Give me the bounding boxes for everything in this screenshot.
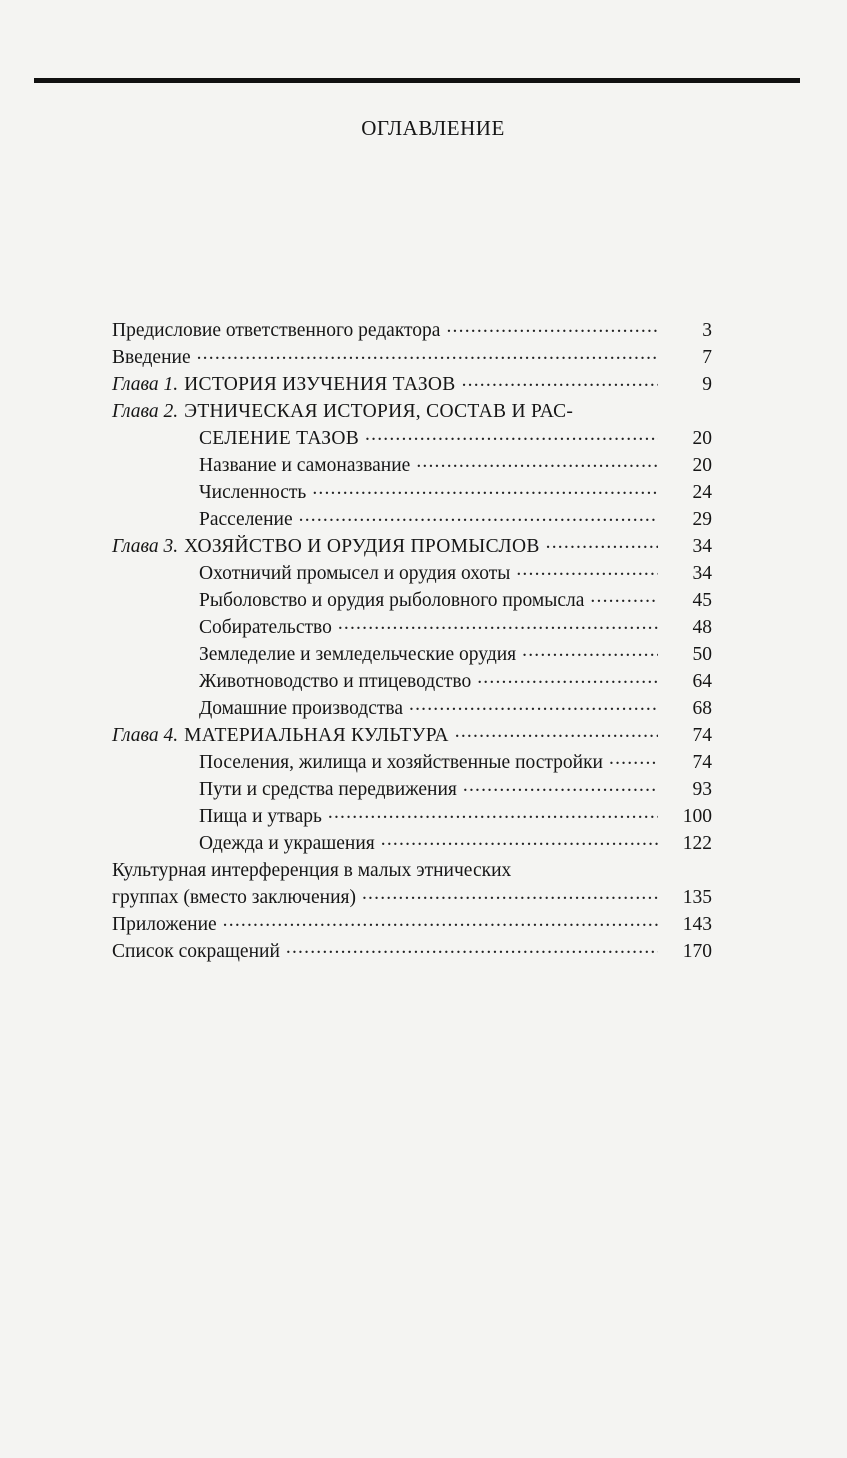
toc-page-number: 3: [702, 319, 712, 341]
dot-leader: [463, 775, 658, 795]
chapter-label: Глава 4.: [112, 724, 179, 746]
toc-entry-text: ЭТНИЧЕСКАЯ ИСТОРИЯ, СОСТАВ И РАС-: [184, 400, 574, 422]
dot-leader: [286, 937, 658, 957]
toc-entry-text: Собирательство: [199, 616, 332, 638]
toc-entry-transport[interactable]: [112, 775, 712, 802]
toc-entry-text: Рыболовство и орудия рыболовного промысла: [199, 589, 585, 611]
dot-leader: [338, 613, 658, 633]
toc-page-number: 68: [692, 697, 712, 719]
toc-page-number: 34: [692, 562, 712, 584]
toc-page-number: 93: [692, 778, 712, 800]
toc-entry-fishing[interactable]: [112, 586, 712, 613]
toc-entry-text: Расселение: [199, 508, 293, 530]
toc-entry-food[interactable]: [112, 802, 712, 829]
chapter-label: Глава 3.: [112, 535, 179, 557]
toc-page-number: 45: [692, 589, 712, 611]
toc-entry-preface[interactable]: [112, 316, 712, 343]
toc-page-number: 29: [692, 508, 712, 530]
page-title: ОГЛАВЛЕНИЕ: [361, 116, 505, 140]
dot-leader: [312, 478, 658, 498]
toc-entry-chapter-2-continued[interactable]: [112, 424, 712, 451]
toc-page-number: 64: [692, 670, 712, 692]
toc-entry-text: группах (вместо заключения): [112, 886, 356, 908]
toc-entry-text: СЕЛЕНИЕ ТАЗОВ: [199, 427, 360, 449]
toc-page-number: 122: [682, 832, 712, 854]
dot-leader: [590, 586, 658, 606]
dot-leader: [522, 640, 658, 660]
toc-page-number: 50: [692, 643, 712, 665]
toc-entry-name[interactable]: [112, 451, 712, 478]
toc-entry-chapter-1[interactable]: [112, 370, 712, 397]
toc-entry-clothing[interactable]: [112, 829, 712, 856]
dot-leader: [517, 856, 658, 876]
toc-entry-text: МАТЕРИАЛЬНАЯ КУЛЬТУРА: [184, 724, 449, 746]
toc-entry-introduction[interactable]: [112, 343, 712, 370]
toc-entry-conclusion-continued[interactable]: [112, 883, 712, 910]
toc-entry-text: Поселения, жилища и хозяйственные постройки: [199, 751, 603, 773]
toc-entry-hunting[interactable]: [112, 559, 712, 586]
toc-entry-text: Предисловие ответственного редактора: [112, 319, 441, 341]
dot-leader: [455, 721, 658, 741]
toc-entry-appendix[interactable]: [112, 910, 712, 937]
toc-entry-text: Название и самоназвание: [199, 454, 411, 476]
dot-leader: [328, 802, 658, 822]
toc-entry-text: Приложение: [112, 913, 217, 935]
dot-leader: [197, 343, 658, 363]
toc-page-number: 48: [692, 616, 712, 638]
toc-entry-text: Культурная интерференция в малых этнических: [112, 859, 512, 881]
dot-leader: [446, 316, 658, 336]
table-of-contents: [112, 316, 712, 964]
dot-leader: [365, 424, 658, 444]
toc-entry-text: Список сокращений: [112, 940, 280, 962]
toc-page-number: 135: [682, 886, 712, 908]
toc-page-number: 100: [682, 805, 712, 827]
dot-leader: [362, 883, 658, 903]
toc-entry-text: Численность: [199, 481, 307, 503]
dot-leader: [381, 829, 658, 849]
toc-entry-home-production[interactable]: [112, 694, 712, 721]
dot-leader: [409, 694, 658, 714]
dot-leader: [477, 667, 658, 687]
toc-page-number: 20: [692, 454, 712, 476]
chapter-label: Глава 1.: [112, 373, 179, 395]
dot-leader: [416, 451, 658, 471]
toc-entry-gathering[interactable]: [112, 613, 712, 640]
toc-entry-text: ХОЗЯЙСТВО И ОРУДИЯ ПРОМЫСЛОВ: [184, 535, 540, 557]
toc-page-number: 34: [692, 535, 712, 557]
dot-leader: [609, 748, 658, 768]
toc-page-number: 9: [702, 373, 712, 395]
toc-entry-text: Домашние производства: [199, 697, 403, 719]
toc-page-number: 7: [702, 346, 712, 368]
toc-entry-text: ИСТОРИЯ ИЗУЧЕНИЯ ТАЗОВ: [184, 373, 456, 395]
toc-page-number: 20: [692, 427, 712, 449]
toc-entry-settlement[interactable]: [112, 505, 712, 532]
toc-entry-text: Земледелие и земледельческие орудия: [199, 643, 517, 665]
dot-leader: [516, 559, 658, 579]
toc-entry-text: Пища и утварь: [199, 805, 322, 827]
toc-entry-abbreviations[interactable]: [112, 937, 712, 964]
toc-entry-text: Введение: [112, 346, 191, 368]
dot-leader: [579, 397, 658, 417]
toc-entry-chapter-2[interactable]: [112, 397, 712, 424]
toc-entry-chapter-3[interactable]: [112, 532, 712, 559]
toc-entry-population[interactable]: [112, 478, 712, 505]
toc-page-number: 143: [682, 913, 712, 935]
toc-entry-text: Одежда и украшения: [199, 832, 375, 854]
toc-entry-text: Пути и средства передвижения: [199, 778, 457, 800]
toc-entry-text: Охотничий промысел и орудия охоты: [199, 562, 511, 584]
toc-page-number: 74: [692, 724, 712, 746]
dot-leader: [462, 370, 658, 390]
dot-leader: [223, 910, 658, 930]
toc-entry-chapter-4[interactable]: [112, 721, 712, 748]
toc-entry-settlements[interactable]: [112, 748, 712, 775]
toc-page-number: 24: [692, 481, 712, 503]
toc-entry-agriculture[interactable]: [112, 640, 712, 667]
dot-leader: [546, 532, 658, 552]
toc-entry-livestock[interactable]: [112, 667, 712, 694]
toc-entry-text: Животноводство и птицеводство: [199, 670, 472, 692]
toc-entry-conclusion[interactable]: [112, 856, 712, 883]
toc-page-number: 170: [682, 940, 712, 962]
top-rule: [34, 78, 800, 83]
dot-leader: [299, 505, 658, 525]
toc-page-number: 74: [692, 751, 712, 773]
chapter-label: Глава 2.: [112, 400, 179, 422]
